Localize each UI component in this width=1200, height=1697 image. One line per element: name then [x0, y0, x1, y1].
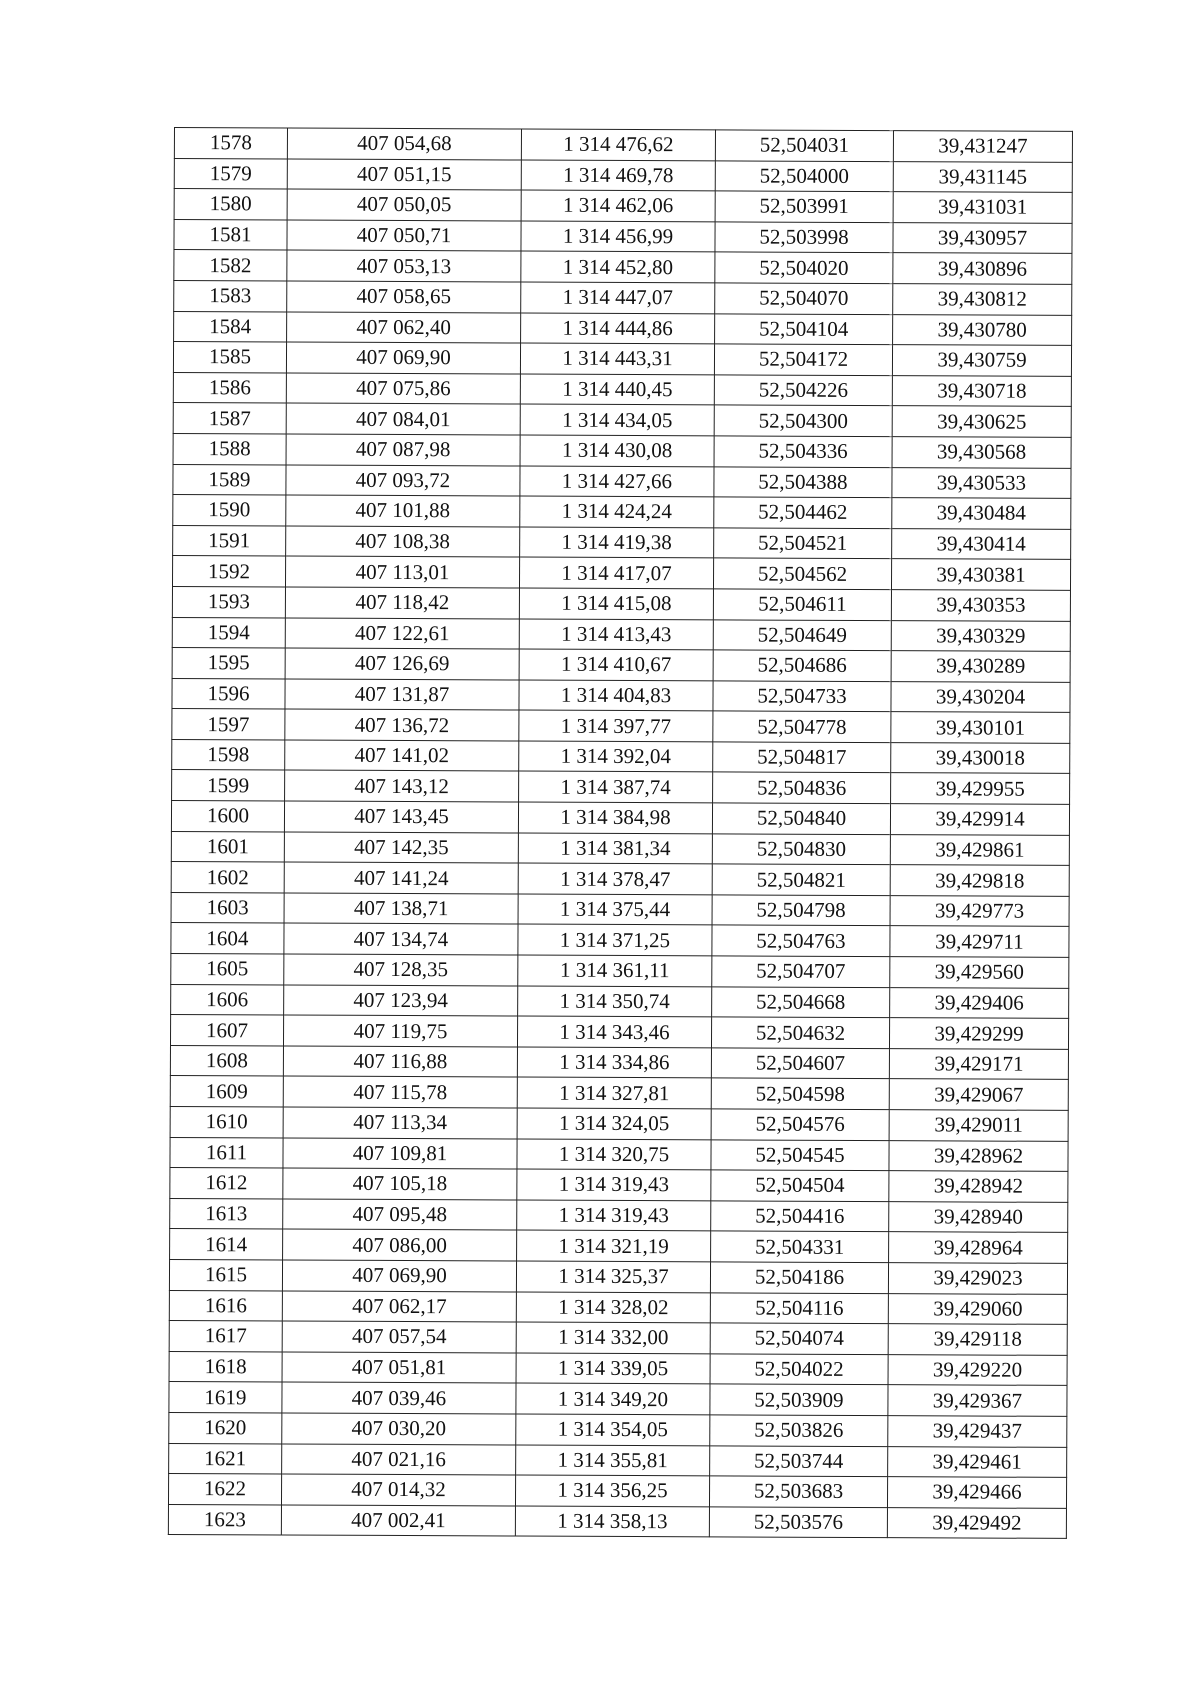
table-row [170, 1045, 1068, 1080]
point-number-cell: 1583 [174, 280, 287, 311]
y-coordinate-cell: 1 314 384,98 [518, 802, 712, 833]
latitude-cell: 52,504840 [712, 803, 890, 834]
point-number-cell: 1594 [172, 617, 285, 648]
x-coordinate-cell: 407 142,35 [284, 832, 518, 864]
latitude-cell: 52,504821 [712, 864, 890, 895]
table-row [172, 617, 1070, 652]
x-coordinate-cell: 407 105,18 [283, 1168, 517, 1200]
table-row [172, 739, 1070, 774]
coordinates-table [168, 127, 1073, 1539]
latitude-cell: 52,504300 [714, 405, 892, 436]
point-number-cell: 1611 [170, 1137, 283, 1168]
point-number-cell: 1596 [172, 678, 285, 709]
y-coordinate-cell: 1 314 410,67 [519, 649, 713, 680]
x-coordinate-cell: 407 113,01 [285, 556, 519, 588]
table-row [168, 1474, 1066, 1509]
point-number-cell: 1609 [170, 1076, 283, 1107]
point-number-cell: 1607 [170, 1015, 283, 1046]
point-number-cell: 1599 [172, 770, 285, 801]
latitude-cell: 52,504462 [714, 497, 892, 528]
table-row [173, 372, 1071, 407]
y-coordinate-cell: 1 314 355,81 [516, 1445, 710, 1476]
table-row [172, 770, 1070, 805]
point-number-cell: 1621 [169, 1443, 282, 1474]
point-number-cell: 1598 [172, 739, 285, 770]
longitude-cell: 39,429560 [890, 957, 1069, 988]
longitude-cell: 39,429773 [890, 895, 1069, 926]
table-row [171, 831, 1069, 866]
latitude-cell: 52,504020 [715, 252, 893, 283]
table-row [170, 1137, 1068, 1172]
table-row [170, 1198, 1068, 1233]
y-coordinate-cell: 1 314 392,04 [519, 741, 713, 772]
table-row [170, 1106, 1068, 1141]
y-coordinate-cell: 1 314 452,80 [521, 251, 715, 282]
latitude-cell: 52,504632 [711, 1017, 889, 1048]
latitude-cell: 52,504707 [712, 956, 890, 987]
table-row [172, 678, 1070, 713]
longitude-cell: 39,429818 [890, 865, 1069, 896]
point-number-cell: 1590 [173, 495, 286, 526]
point-number-cell: 1587 [173, 403, 286, 434]
latitude-cell: 52,504830 [712, 834, 890, 865]
longitude-cell: 39,429406 [890, 987, 1069, 1018]
latitude-cell: 52,504186 [710, 1262, 888, 1293]
y-coordinate-cell: 1 314 339,05 [516, 1353, 710, 1384]
x-coordinate-cell: 407 134,74 [284, 923, 518, 955]
longitude-cell: 39,428962 [889, 1140, 1068, 1171]
point-number-cell: 1593 [172, 586, 285, 617]
y-coordinate-cell: 1 314 413,43 [519, 619, 713, 650]
longitude-cell: 39,429171 [889, 1048, 1068, 1079]
y-coordinate-cell: 1 314 356,25 [515, 1475, 709, 1506]
x-coordinate-cell: 407 095,48 [283, 1199, 517, 1231]
longitude-cell: 39,430018 [891, 743, 1070, 774]
longitude-cell: 39,430896 [893, 253, 1072, 284]
latitude-cell: 52,504545 [711, 1139, 889, 1170]
table-row [171, 801, 1069, 836]
x-coordinate-cell: 407 086,00 [283, 1229, 517, 1261]
longitude-cell: 39,430780 [893, 314, 1072, 345]
x-coordinate-cell: 407 057,54 [282, 1321, 516, 1353]
y-coordinate-cell: 1 314 419,38 [520, 527, 714, 558]
latitude-cell: 52,503744 [710, 1445, 888, 1476]
point-number-cell: 1591 [173, 525, 286, 556]
y-coordinate-cell: 1 314 417,07 [519, 557, 713, 588]
table-row [172, 586, 1070, 621]
latitude-cell: 52,504521 [714, 528, 892, 559]
y-coordinate-cell: 1 314 320,75 [517, 1139, 711, 1170]
longitude-cell: 39,429023 [888, 1263, 1067, 1294]
longitude-cell: 39,430533 [892, 467, 1071, 498]
latitude-cell: 52,503576 [709, 1507, 887, 1538]
longitude-cell: 39,429466 [887, 1477, 1066, 1508]
longitude-cell: 39,429914 [890, 804, 1069, 835]
point-number-cell: 1604 [171, 923, 284, 954]
y-coordinate-cell: 1 314 334,86 [517, 1047, 711, 1078]
point-number-cell: 1603 [171, 892, 284, 923]
point-number-cell: 1608 [170, 1045, 283, 1076]
latitude-cell: 52,504031 [715, 130, 893, 161]
table-row [174, 250, 1072, 285]
y-coordinate-cell: 1 314 469,78 [521, 160, 715, 191]
longitude-cell: 39,429955 [891, 773, 1070, 804]
y-coordinate-cell: 1 314 415,08 [519, 588, 713, 619]
y-coordinate-cell: 1 314 319,43 [517, 1169, 711, 1200]
table-row [172, 709, 1070, 744]
x-coordinate-cell: 407 069,90 [286, 342, 520, 374]
x-coordinate-cell: 407 131,87 [285, 679, 519, 711]
point-number-cell: 1597 [172, 709, 285, 740]
y-coordinate-cell: 1 314 371,25 [518, 924, 712, 955]
x-coordinate-cell: 407 084,01 [286, 403, 520, 435]
table-row [170, 1076, 1068, 1111]
latitude-cell: 52,504331 [711, 1231, 889, 1262]
latitude-cell: 52,504817 [713, 742, 891, 773]
longitude-cell: 39,431247 [893, 131, 1072, 162]
x-coordinate-cell: 407 093,72 [286, 465, 520, 497]
latitude-cell: 52,504336 [714, 436, 892, 467]
latitude-cell: 52,504798 [712, 895, 890, 926]
x-coordinate-cell: 407 002,41 [281, 1505, 515, 1537]
x-coordinate-cell: 407 128,35 [284, 954, 518, 986]
x-coordinate-cell: 407 123,94 [284, 985, 518, 1017]
point-number-cell: 1610 [170, 1106, 283, 1137]
y-coordinate-cell: 1 314 378,47 [518, 863, 712, 894]
point-number-cell: 1616 [169, 1290, 282, 1321]
x-coordinate-cell: 407 050,05 [287, 189, 521, 221]
x-coordinate-cell: 407 058,65 [287, 281, 521, 313]
y-coordinate-cell: 1 314 332,00 [516, 1322, 710, 1353]
table-row [171, 862, 1069, 897]
x-coordinate-cell: 407 141,24 [284, 862, 518, 894]
longitude-cell: 39,430718 [892, 375, 1071, 406]
x-coordinate-cell: 407 116,88 [283, 1046, 517, 1078]
point-number-cell: 1620 [169, 1412, 282, 1443]
latitude-cell: 52,504116 [710, 1292, 888, 1323]
y-coordinate-cell: 1 314 444,86 [521, 313, 715, 344]
y-coordinate-cell: 1 314 397,77 [519, 710, 713, 741]
longitude-cell: 39,429861 [890, 834, 1069, 865]
point-number-cell: 1578 [174, 128, 287, 159]
x-coordinate-cell: 407 030,20 [282, 1413, 516, 1445]
point-number-cell: 1619 [169, 1382, 282, 1413]
longitude-cell: 39,429118 [888, 1324, 1067, 1355]
longitude-cell: 39,430289 [891, 651, 1070, 682]
x-coordinate-cell: 407 069,90 [282, 1260, 516, 1292]
latitude-cell: 52,504649 [713, 619, 891, 650]
x-coordinate-cell: 407 141,02 [285, 740, 519, 772]
x-coordinate-cell: 407 143,45 [284, 801, 518, 833]
table-row [168, 1504, 1066, 1539]
table-row [169, 1259, 1067, 1294]
table-row [169, 1351, 1067, 1386]
x-coordinate-cell: 407 054,68 [287, 128, 521, 160]
y-coordinate-cell: 1 314 434,05 [520, 404, 714, 435]
table-row [170, 1168, 1068, 1203]
latitude-cell: 52,504416 [711, 1201, 889, 1232]
table-row [174, 311, 1072, 346]
table-row [171, 923, 1069, 958]
y-coordinate-cell: 1 314 440,45 [520, 374, 714, 405]
y-coordinate-cell: 1 314 430,08 [520, 435, 714, 466]
longitude-cell: 39,430484 [892, 498, 1071, 529]
x-coordinate-cell: 407 138,71 [284, 893, 518, 925]
table-row [169, 1321, 1067, 1356]
y-coordinate-cell: 1 314 319,43 [517, 1200, 711, 1231]
coordinates-table-body [168, 128, 1072, 1539]
y-coordinate-cell: 1 314 462,06 [521, 190, 715, 221]
latitude-cell: 52,504172 [714, 344, 892, 375]
table-row [171, 984, 1069, 1019]
y-coordinate-cell: 1 314 381,34 [518, 833, 712, 864]
table-row [170, 1229, 1068, 1264]
y-coordinate-cell: 1 314 375,44 [518, 894, 712, 925]
table-row [173, 525, 1071, 560]
y-coordinate-cell: 1 314 350,74 [518, 986, 712, 1017]
y-coordinate-cell: 1 314 443,31 [520, 343, 714, 374]
y-coordinate-cell: 1 314 321,19 [517, 1230, 711, 1261]
table-row [170, 1015, 1068, 1050]
longitude-cell: 39,430759 [892, 345, 1071, 376]
x-coordinate-cell: 407 126,69 [285, 648, 519, 680]
table-row [173, 433, 1071, 468]
latitude-cell: 52,504778 [713, 711, 891, 742]
x-coordinate-cell: 407 062,17 [282, 1291, 516, 1323]
x-coordinate-cell: 407 014,32 [281, 1474, 515, 1506]
y-coordinate-cell: 1 314 328,02 [516, 1292, 710, 1323]
longitude-cell: 39,428942 [889, 1171, 1068, 1202]
latitude-cell: 52,504388 [714, 466, 892, 497]
x-coordinate-cell: 407 051,81 [282, 1352, 516, 1384]
point-number-cell: 1592 [172, 556, 285, 587]
longitude-cell: 39,429060 [888, 1293, 1067, 1324]
latitude-cell: 52,504763 [712, 925, 890, 956]
table-row [173, 495, 1071, 530]
longitude-cell: 39,431031 [893, 192, 1072, 223]
point-number-cell: 1606 [171, 984, 284, 1015]
point-number-cell: 1584 [174, 311, 287, 342]
longitude-cell: 39,430625 [892, 406, 1071, 437]
table-row [169, 1290, 1067, 1325]
longitude-cell: 39,429367 [888, 1385, 1067, 1416]
longitude-cell: 39,429220 [888, 1354, 1067, 1385]
longitude-cell: 39,429299 [889, 1018, 1068, 1049]
latitude-cell: 52,504000 [715, 160, 893, 191]
y-coordinate-cell: 1 314 404,83 [519, 680, 713, 711]
longitude-cell: 39,431145 [893, 161, 1072, 192]
longitude-cell: 39,429067 [889, 1079, 1068, 1110]
point-number-cell: 1579 [174, 158, 287, 189]
point-number-cell: 1595 [172, 648, 285, 679]
point-number-cell: 1601 [171, 831, 284, 862]
longitude-cell: 39,430414 [892, 528, 1071, 559]
latitude-cell: 52,504104 [715, 313, 893, 344]
x-coordinate-cell: 407 119,75 [283, 1015, 517, 1047]
x-coordinate-cell: 407 108,38 [286, 526, 520, 558]
x-coordinate-cell: 407 109,81 [283, 1138, 517, 1170]
point-number-cell: 1605 [171, 954, 284, 985]
y-coordinate-cell: 1 314 456,99 [521, 221, 715, 252]
longitude-cell: 39,430381 [891, 559, 1070, 590]
point-number-cell: 1588 [173, 433, 286, 464]
table-row [174, 158, 1072, 193]
x-coordinate-cell: 407 062,40 [287, 312, 521, 344]
latitude-cell: 52,503991 [715, 191, 893, 222]
x-coordinate-cell: 407 122,61 [285, 617, 519, 649]
point-number-cell: 1602 [171, 862, 284, 893]
longitude-cell: 39,430353 [891, 590, 1070, 621]
latitude-cell: 52,504504 [711, 1170, 889, 1201]
latitude-cell: 52,504668 [712, 986, 890, 1017]
table-row [174, 219, 1072, 254]
y-coordinate-cell: 1 314 358,13 [515, 1506, 709, 1537]
y-coordinate-cell: 1 314 476,62 [521, 129, 715, 160]
table-row [172, 648, 1070, 683]
latitude-cell: 52,504611 [713, 589, 891, 620]
x-coordinate-cell: 407 101,88 [286, 495, 520, 527]
table-row [171, 954, 1069, 989]
table-row [174, 189, 1072, 224]
point-number-cell: 1585 [173, 342, 286, 373]
latitude-cell: 52,504074 [710, 1323, 888, 1354]
longitude-cell: 39,430568 [892, 437, 1071, 468]
x-coordinate-cell: 407 115,78 [283, 1076, 517, 1108]
latitude-cell: 52,503909 [710, 1384, 888, 1415]
x-coordinate-cell: 407 143,12 [285, 770, 519, 802]
longitude-cell: 39,429011 [889, 1110, 1068, 1141]
longitude-cell: 39,428940 [889, 1201, 1068, 1232]
y-coordinate-cell: 1 314 327,81 [517, 1077, 711, 1108]
point-number-cell: 1618 [169, 1351, 282, 1382]
point-number-cell: 1580 [174, 189, 287, 220]
table-row [169, 1412, 1067, 1447]
x-coordinate-cell: 407 136,72 [285, 709, 519, 741]
latitude-cell: 52,503683 [709, 1476, 887, 1507]
table-row [173, 342, 1071, 377]
latitude-cell: 52,503998 [715, 222, 893, 253]
x-coordinate-cell: 407 021,16 [282, 1444, 516, 1476]
point-number-cell: 1615 [169, 1259, 282, 1290]
point-number-cell: 1582 [174, 250, 287, 281]
point-number-cell: 1613 [170, 1198, 283, 1229]
longitude-cell: 39,429437 [888, 1416, 1067, 1447]
y-coordinate-cell: 1 314 427,66 [520, 466, 714, 497]
longitude-cell: 39,429492 [887, 1507, 1066, 1538]
point-number-cell: 1614 [170, 1229, 283, 1260]
point-number-cell: 1600 [171, 801, 284, 832]
y-coordinate-cell: 1 314 343,46 [517, 1016, 711, 1047]
latitude-cell: 52,503826 [710, 1415, 888, 1446]
y-coordinate-cell: 1 314 447,07 [521, 282, 715, 313]
table-row [173, 403, 1071, 438]
x-coordinate-cell: 407 050,71 [287, 220, 521, 252]
longitude-cell: 39,430957 [893, 222, 1072, 253]
longitude-cell: 39,428964 [889, 1232, 1068, 1263]
point-number-cell: 1617 [169, 1321, 282, 1352]
y-coordinate-cell: 1 314 361,11 [518, 955, 712, 986]
y-coordinate-cell: 1 314 349,20 [516, 1383, 710, 1414]
x-coordinate-cell: 407 053,13 [287, 250, 521, 282]
latitude-cell: 52,504070 [715, 283, 893, 314]
y-coordinate-cell: 1 314 387,74 [519, 771, 713, 802]
longitude-cell: 39,430812 [893, 284, 1072, 315]
point-number-cell: 1612 [170, 1168, 283, 1199]
y-coordinate-cell: 1 314 325,37 [516, 1261, 710, 1292]
x-coordinate-cell: 407 087,98 [286, 434, 520, 466]
latitude-cell: 52,504686 [713, 650, 891, 681]
y-coordinate-cell: 1 314 354,05 [516, 1414, 710, 1445]
table-row [174, 128, 1072, 163]
latitude-cell: 52,504598 [711, 1078, 889, 1109]
point-number-cell: 1623 [168, 1504, 281, 1535]
point-number-cell: 1622 [168, 1474, 281, 1505]
latitude-cell: 52,504226 [714, 375, 892, 406]
x-coordinate-cell: 407 118,42 [285, 587, 519, 619]
point-number-cell: 1581 [174, 219, 287, 250]
point-number-cell: 1589 [173, 464, 286, 495]
x-coordinate-cell: 407 039,46 [282, 1382, 516, 1414]
x-coordinate-cell: 407 075,86 [286, 373, 520, 405]
latitude-cell: 52,504733 [713, 681, 891, 712]
x-coordinate-cell: 407 113,34 [283, 1107, 517, 1139]
y-coordinate-cell: 1 314 324,05 [517, 1108, 711, 1139]
point-number-cell: 1586 [173, 372, 286, 403]
longitude-cell: 39,429711 [890, 926, 1069, 957]
longitude-cell: 39,429461 [888, 1446, 1067, 1477]
latitude-cell: 52,504562 [713, 558, 891, 589]
latitude-cell: 52,504576 [711, 1109, 889, 1140]
latitude-cell: 52,504022 [710, 1354, 888, 1385]
latitude-cell: 52,504607 [711, 1048, 889, 1079]
x-coordinate-cell: 407 051,15 [287, 159, 521, 191]
y-coordinate-cell: 1 314 424,24 [520, 496, 714, 527]
longitude-cell: 39,430204 [891, 681, 1070, 712]
table-row [169, 1382, 1067, 1417]
table-row [172, 556, 1070, 591]
longitude-cell: 39,430101 [891, 712, 1070, 743]
table-row [171, 892, 1069, 927]
table-row [173, 464, 1071, 499]
table-row [169, 1443, 1067, 1478]
longitude-cell: 39,430329 [891, 620, 1070, 651]
latitude-cell: 52,504836 [713, 772, 891, 803]
table-row [174, 280, 1072, 315]
